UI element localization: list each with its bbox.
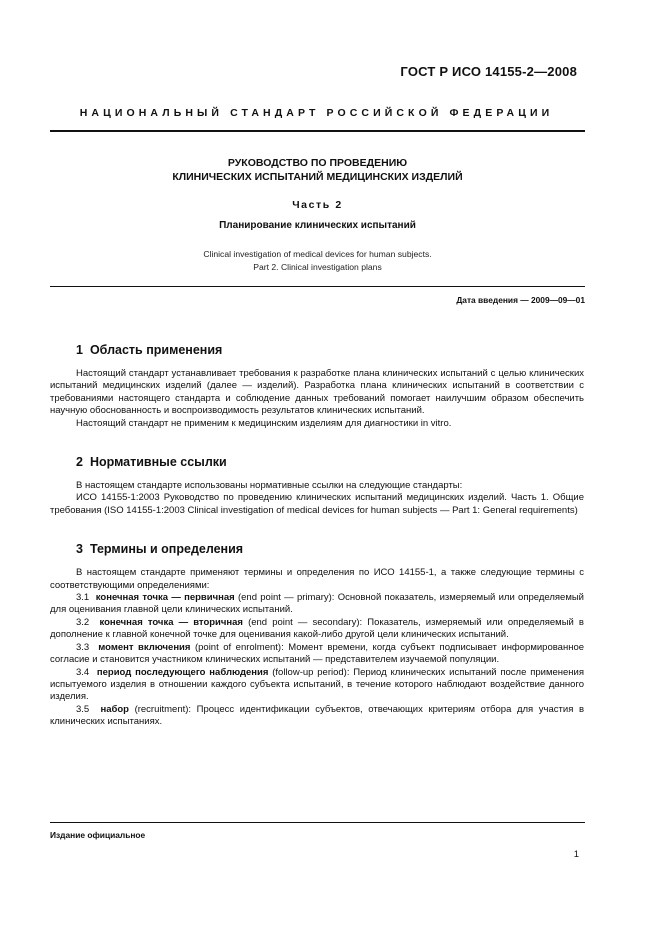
page-number: 1 [573, 849, 579, 860]
reference-entry: ИСО 14155-1:2003 Руководство по проведению клинических испытаний медицинских изделий. Часть 1. Общие требования (ISO 14155-1:2003 Clinical investigation of medical devices for human subjects — Part 1: General requirements) [50, 492, 584, 516]
term-name: конечная точка — первичная [95, 592, 235, 604]
introduction-date: Дата введения — 2009—09—01 [456, 295, 585, 305]
term-number: 3.5 [76, 703, 90, 715]
term-name: период последующего наблюдения [96, 666, 269, 678]
term-text: (end point — primary): Основной показатель, измеряемый или определяемый для оценивания главной цели клинических испытаний. [50, 592, 584, 616]
term-text: (point of enrolment): Момент времени, когда субъект подписывает информированное согласие и становится участником клинических испытаний — представителем изучаемой популяции. [50, 641, 585, 666]
term-text: (follow-up period): Период клинических испытаний после применения испытуемого изделия в отношении каждого субъекта испытаний, в течение которого наблюдают воздействие данного изделия. [50, 666, 584, 703]
term-name: конечная точка — вторичная [99, 616, 243, 628]
paragraph: Настоящий стандарт не применим к медицинским изделиям для диагностики in vitro. [76, 417, 452, 429]
english-title-line-1: Clinical investigation of medical devices for human subjects. [203, 249, 432, 259]
section-number: 1 [76, 343, 83, 357]
title-line-1: РУКОВОДСТВО ПО ПРОВЕДЕНИЮ [227, 157, 408, 169]
term-name: момент включения [98, 641, 191, 653]
section-1-heading [76, 342, 584, 358]
footer-rule [50, 822, 585, 823]
term-number: 3.2 [76, 616, 90, 628]
part-label: Часть 2 [292, 199, 343, 211]
term-number: 3.4 [76, 666, 90, 678]
term-text: (recruitment): Процесс идентификации субъектов, отвечающих критериям отбора для участия в клинических испытаниях. [50, 703, 584, 728]
section-title: Область применения [89, 343, 223, 357]
term-definition [50, 667, 584, 704]
term-definition [50, 704, 584, 729]
term-definition [50, 642, 584, 667]
national-standard-banner: НАЦИОНАЛЬНЫЙ СТАНДАРТ РОССИЙСКОЙ ФЕДЕРАЦИИ [79, 107, 554, 119]
section-3-heading [76, 541, 584, 557]
term-definition [50, 592, 584, 617]
document-code: ГОСТ Р ИСО 14155-2—2008 [400, 64, 577, 79]
english-title [50, 248, 585, 274]
title-line-2: КЛИНИЧЕСКИХ ИСПЫТАНИЙ МЕДИЦИНСКИХ ИЗДЕЛИЙ [172, 171, 463, 183]
header-rule [50, 130, 585, 132]
section-title: Нормативные ссылки [89, 455, 227, 470]
part-subtitle: Планирование клинических испытаний [219, 220, 416, 231]
paragraph: В настоящем стандарте использованы нормативные ссылки на следующие стандарты: [76, 480, 463, 492]
title-rule [50, 286, 585, 287]
english-title-line-2: Part 2. Clinical investigation plans [253, 262, 382, 272]
term-number: 3.3 [76, 641, 90, 653]
paragraph: В настоящем стандарте применяют термины и определения по ИСО 14155-1, а также следующие термины с соответствующими определениями: [50, 567, 584, 591]
section-2-heading [76, 454, 584, 470]
term-text: (end point — secondary): Показатель, измеряемый или определяемый в дополнение к главной конечной точке для оценивания какой-либо другой цели клинических испытаний. [50, 616, 584, 641]
section-number: 2 [76, 455, 83, 470]
term-name: набор [100, 703, 129, 715]
section-title: Термины и определения [89, 542, 244, 557]
term-number: 3.1 [76, 592, 90, 604]
official-edition-label: Издание официальное [50, 830, 146, 840]
document-body [50, 342, 584, 729]
document-title [50, 156, 585, 184]
section-number: 3 [76, 542, 83, 557]
term-definition [50, 617, 584, 642]
paragraph: Настоящий стандарт устанавливает требования к разработке плана клинических испытаний с целью клинических испытаний медицинских изделий (далее — изделий). Разработка плана клинических испытаний в соответствии с требованиями настоящего стандарта и соблюдение данных требований помогает наилучшим образом обеспечить научную обоснованность и воспроизводимость результатов клинических испытаний. [50, 368, 584, 417]
